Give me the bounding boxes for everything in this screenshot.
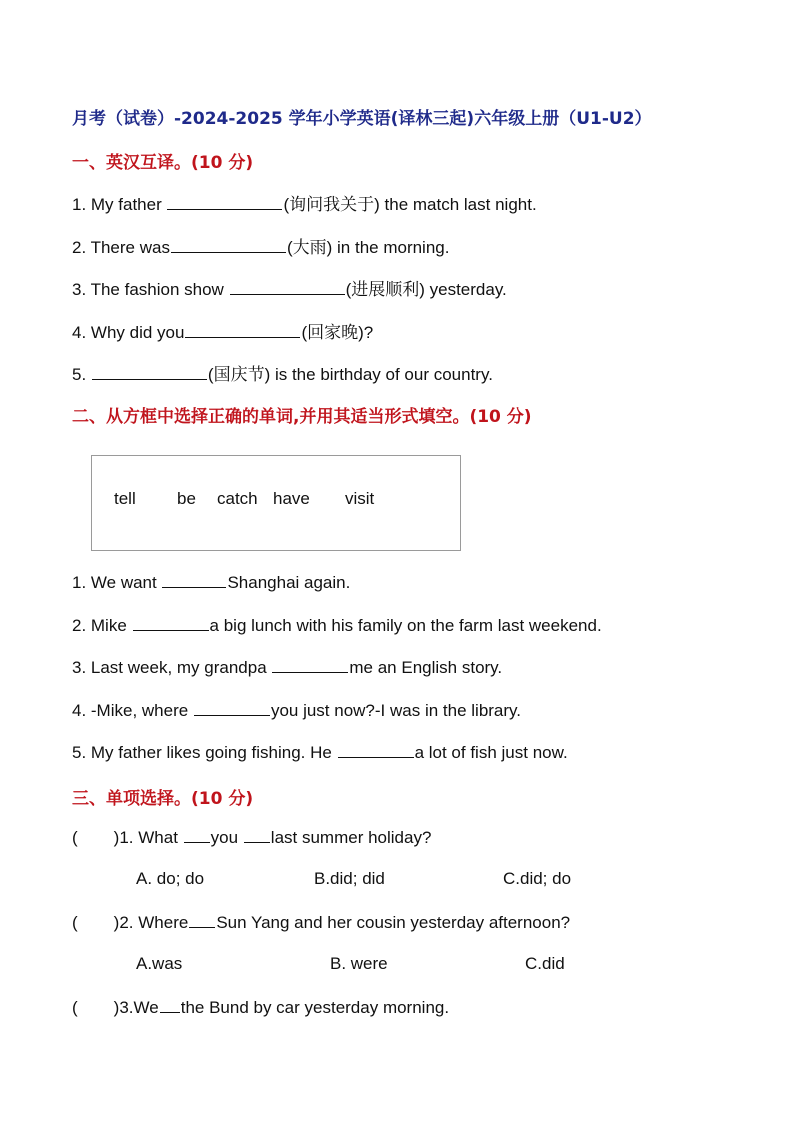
s2-item-5 — [72, 741, 568, 763]
s1-item-3-blank[interactable] — [230, 278, 345, 295]
s2-item-3-blank[interactable] — [272, 656, 348, 673]
s3-q1-stem-c: last summer holiday? — [270, 828, 432, 847]
s1-item-3 — [72, 275, 507, 300]
word-box-word: visit — [345, 489, 375, 508]
s2-item-2-post: a big lunch with his family on the farm last weekend. — [209, 616, 602, 635]
s3-q2-stem-a: 2. Where — [119, 913, 189, 932]
s3-q3-stem-a: 3.We — [119, 998, 159, 1017]
s3-q2-blank-1[interactable] — [189, 911, 215, 928]
section-2-heading: 二、从方框中选择正确的单词,并用其适当形式填空。(10 分) — [72, 407, 532, 427]
s2-item-5-pre: 5. My father likes going fishing. He — [72, 743, 337, 762]
s2-item-1-blank[interactable] — [162, 571, 226, 588]
answer-paren-close: ) — [113, 828, 120, 847]
s2-item-4-pre: 4. -Mike, where — [72, 701, 193, 720]
s2-item-3-post: me an English story. — [349, 658, 503, 677]
s3-q2-option-c[interactable]: C.did — [525, 954, 565, 973]
s2-item-4 — [72, 699, 521, 721]
s2-item-2-blank[interactable] — [133, 614, 209, 631]
s1-item-2-hint: (大雨) — [286, 238, 333, 257]
s1-item-1-post: the match last night. — [379, 195, 537, 214]
word-box — [91, 455, 461, 551]
s1-item-1 — [72, 190, 537, 215]
s1-item-4-pre: 4. Why did you — [72, 323, 185, 342]
s3-q1-option-a[interactable]: A. do; do — [136, 869, 205, 888]
word-box-word: have — [273, 489, 310, 508]
s1-item-4-post: ? — [363, 323, 374, 342]
section-1-heading: 一、英汉互译。(10 分) — [72, 153, 254, 173]
s3-q1-blank-1[interactable] — [184, 826, 210, 843]
word-box-word: catch — [217, 489, 258, 508]
page-title: 月考（试卷）-2024-2025 学年小学英语(译林三起)六年级上册（U1-U2） — [72, 109, 652, 129]
s3-q1-option-c[interactable]: C.did; do — [503, 869, 572, 888]
word-box-word: be — [177, 489, 196, 508]
s1-item-5 — [72, 360, 493, 385]
s1-item-1-pre: 1. My father — [72, 195, 167, 214]
s1-item-2-pre: 2. There was — [72, 238, 170, 257]
s1-item-5-post: is the birthday of our country. — [270, 365, 493, 384]
answer-paren-open: ( — [72, 913, 78, 932]
s1-item-5-pre: 5. — [72, 365, 91, 384]
s2-item-3-pre: 3. Last week, my grandpa — [72, 658, 272, 677]
s3-q2-option-b[interactable]: B. were — [330, 954, 388, 973]
s1-item-3-hint: (进展顺利) — [345, 280, 425, 299]
section-3-heading: 三、单项选择。(10 分) — [72, 789, 254, 809]
s1-item-1-blank[interactable] — [167, 193, 282, 210]
answer-paren-open: ( — [72, 998, 78, 1017]
s3-q1-stem-b: you — [210, 828, 243, 847]
s1-item-4-hint: (回家晚) — [301, 323, 364, 342]
s2-item-4-post: you just now?-I was in the library. — [270, 701, 522, 720]
s3-q3-stem-b: the Bund by car yesterday morning. — [180, 998, 450, 1017]
s1-item-2 — [72, 233, 449, 258]
s1-item-4 — [72, 318, 373, 343]
s1-item-2-post: in the morning. — [332, 238, 450, 257]
s1-item-3-pre: 3. The fashion show — [72, 280, 229, 299]
s3-q3-blank-1[interactable] — [160, 996, 180, 1013]
s3-q1-blank-2[interactable] — [244, 826, 270, 843]
word-box-word: tell — [114, 489, 136, 508]
s3-q2-option-a[interactable]: A.was — [136, 954, 183, 973]
s3-question-1 — [72, 826, 431, 848]
s1-item-4-blank[interactable] — [185, 321, 300, 338]
answer-paren-open: ( — [72, 828, 78, 847]
s3-question-2 — [72, 911, 570, 933]
s2-item-1-pre: 1. We want — [72, 573, 162, 592]
s2-item-1 — [72, 571, 350, 593]
s1-item-2-blank[interactable] — [171, 236, 286, 253]
s1-item-1-hint: (询问我关于) — [283, 195, 380, 214]
s2-item-2-pre: 2. Mike — [72, 616, 132, 635]
s2-item-3 — [72, 656, 502, 678]
s1-item-5-blank[interactable] — [92, 363, 207, 380]
s2-item-4-blank[interactable] — [194, 699, 270, 716]
s3-q1-option-b[interactable]: B.did; did — [314, 869, 385, 888]
answer-paren-close: ) — [113, 913, 120, 932]
s1-item-3-post: yesterday. — [424, 280, 507, 299]
answer-paren-close: ) — [113, 998, 120, 1017]
s2-item-2 — [72, 614, 602, 636]
s2-item-5-blank[interactable] — [338, 741, 414, 758]
s3-q2-stem-b: Sun Yang and her cousin yesterday afternoon? — [216, 913, 571, 932]
s3-question-3 — [72, 996, 449, 1018]
s2-item-5-post: a lot of fish just now. — [414, 743, 568, 762]
s2-item-1-post: Shanghai again. — [227, 573, 351, 592]
s3-q1-stem-a: 1. What — [119, 828, 183, 847]
s1-item-5-hint: (国庆节) — [207, 365, 271, 384]
